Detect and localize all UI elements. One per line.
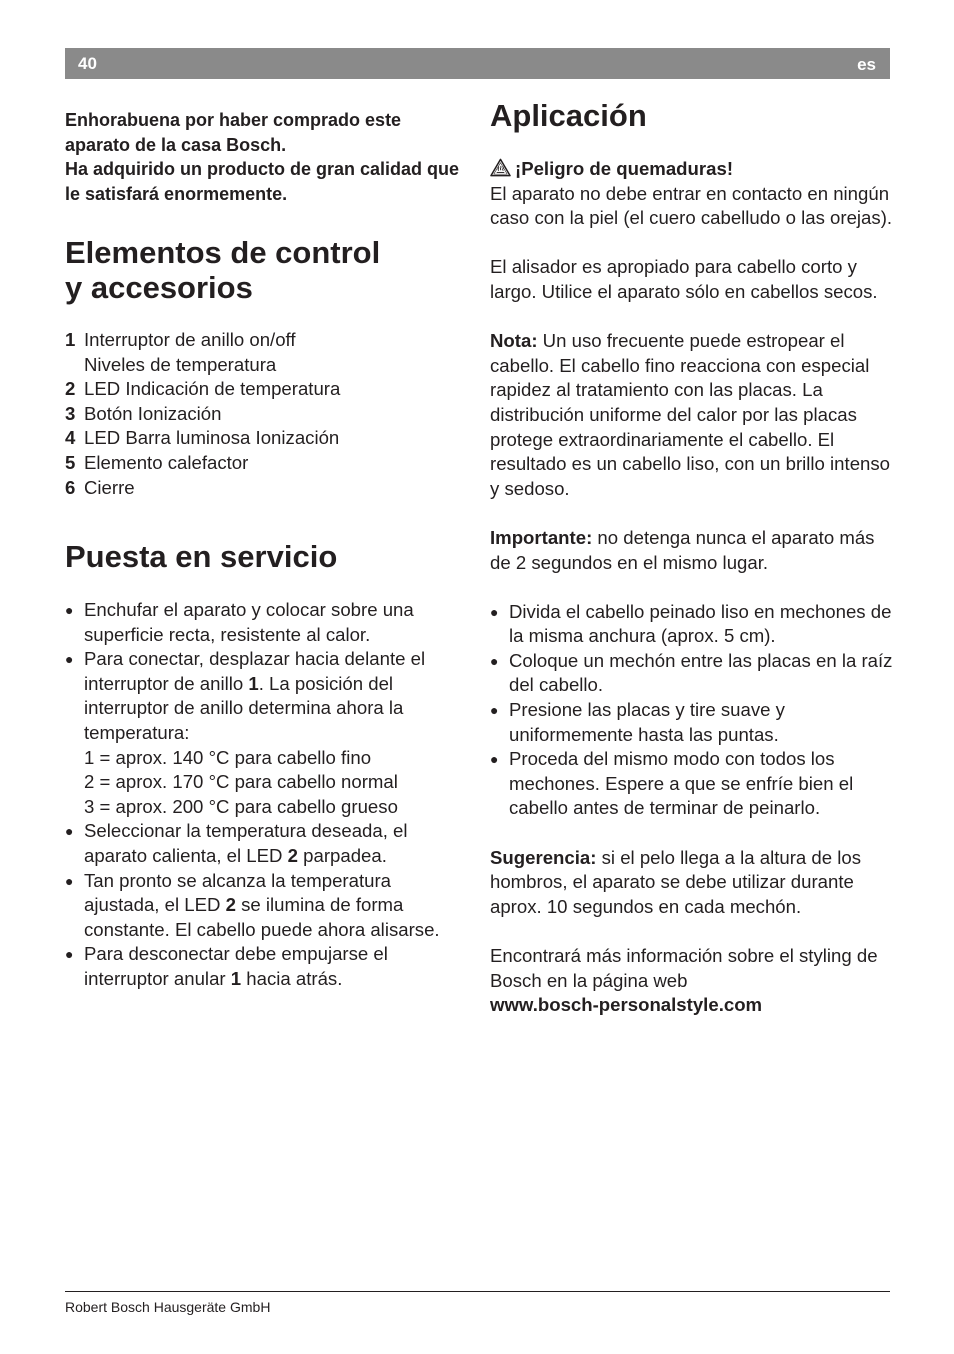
note-label: Nota: xyxy=(490,330,538,352)
list-item xyxy=(65,942,455,991)
tip-paragraph xyxy=(490,846,895,920)
item-number: 1 xyxy=(65,329,76,350)
temp-level-2: 2 = aprox. 170 °C para cabello normal xyxy=(84,771,398,793)
controls-heading: Elementos de control y accesorios xyxy=(65,235,381,305)
ref-number: 2 xyxy=(287,844,298,866)
temp-level-3: 3 = aprox. 200 °C para cabello grueso xyxy=(84,795,398,817)
warning-title: ¡Peligro de quemaduras! xyxy=(515,158,734,179)
step-text: Enchufar el aparato y colocar sobre una superficie recta, resistente al calor. xyxy=(84,599,414,645)
list-item xyxy=(65,451,340,476)
intro-line-2: Ha adquirido un producto de gran calidad que le satisfará enormemente. xyxy=(65,159,460,204)
item-text: Botón Ionización xyxy=(84,402,222,424)
list-item xyxy=(65,598,455,647)
list-item xyxy=(65,377,340,402)
more-info-paragraph xyxy=(490,944,895,1018)
item-number: 4 xyxy=(65,427,76,449)
step-text: Para desconectar debe empujarse el interruptor anular xyxy=(84,943,388,989)
step-text: hacia atrás. xyxy=(241,967,343,989)
note-text: Un uso frecuente puede estropear el cabello. El cabello fino reacciona con especial rapidez al tratamiento con las placas. La distribución uniforme del calor por las placas protege extraordinariamente el cabello. El resultado es un cabello liso, con un brillo intenso y sedoso. xyxy=(490,330,891,499)
list-item xyxy=(65,426,340,451)
tip-label: Sugerencia: xyxy=(490,846,597,868)
controls-list xyxy=(65,328,340,500)
page-header-bar xyxy=(65,48,890,79)
list-item xyxy=(65,476,340,501)
list-item: ● Presione las placas y tire suave y uniformemente hasta las puntas. xyxy=(490,698,895,747)
application-body xyxy=(490,157,895,1042)
item-number: 6 xyxy=(65,476,76,498)
warning-triangle-icon xyxy=(490,158,511,177)
ref-number: 1 xyxy=(248,672,259,694)
application-heading: Aplicación xyxy=(490,98,647,133)
tip-text: si el pelo llega a la altura de los hombros, el aparato se debe utilizar durante aprox. 10 segundos en cada mechón. xyxy=(490,846,862,917)
list-item xyxy=(65,819,455,868)
page-number: 40 xyxy=(78,54,97,73)
item-number: 2 xyxy=(65,378,76,400)
footer-divider xyxy=(65,1291,890,1292)
step-text: Seleccionar la temperatura deseada, el aparato calienta, el LED xyxy=(84,820,408,866)
item-text: LED Barra luminosa Ionización xyxy=(84,427,340,449)
website-link[interactable]: www.bosch-personalstyle.com xyxy=(490,994,763,1016)
more-info-text: Encontrará más información sobre el styling de Bosch en la página web xyxy=(490,945,878,991)
step-text: Tan pronto se alcanza la temperatura ajustada, el LED xyxy=(84,869,391,916)
step-text: Para conectar, desplazar hacia delante el interruptor de anillo xyxy=(84,648,426,694)
ref-number: 2 xyxy=(225,894,236,916)
item-text: Cierre xyxy=(84,476,135,498)
list-item xyxy=(65,328,340,377)
ref-number: 1 xyxy=(230,967,242,989)
language-code: es xyxy=(857,55,876,74)
setup-heading: Puesta en servicio xyxy=(65,539,338,574)
step-text: . La posición del interruptor de anillo determina ahora la temperatura: xyxy=(84,672,404,743)
temp-level-1: 1 = aprox. 140 °C para cabello fino xyxy=(84,746,372,768)
step-text: se ilumina de forma constante. El cabello puede ahora alisarse. xyxy=(84,894,440,940)
important-label: Importante: xyxy=(490,526,593,548)
important-paragraph xyxy=(490,526,895,575)
item-number: 3 xyxy=(65,402,76,424)
note-paragraph xyxy=(490,329,895,501)
step-text: parpadea. xyxy=(297,844,387,866)
application-steps-list xyxy=(490,600,895,821)
intro-text xyxy=(65,108,465,206)
list-item xyxy=(65,647,455,819)
list-item: ● Coloque un mechón entre las placas en la raíz del cabello. xyxy=(490,649,895,698)
list-item: ● Proceda del mismo modo con todos los mechones. Espere a que se enfríe bien el cabello antes de terminar de peinarlo. xyxy=(490,747,895,821)
suitability-text: El alisador es apropiado para cabello corto y largo. Utilice el aparato sólo en cabellos secos. xyxy=(490,256,878,302)
intro-line-1: Enhorabuena por haber comprado este aparato de la casa Bosch. xyxy=(65,110,402,155)
item-text: LED Indicación de temperatura xyxy=(84,378,341,400)
important-text: no detenga nunca el aparato más de 2 segundos en el mismo lugar. xyxy=(490,526,875,573)
setup-steps-list xyxy=(65,598,455,992)
item-number: 5 xyxy=(65,451,76,473)
item-subtext: Niveles de temperatura xyxy=(84,353,277,375)
list-item xyxy=(65,869,455,943)
item-text: Elemento calefactor xyxy=(84,451,249,473)
list-item: ● Divida el cabello peinado liso en mechones de la misma anchura (aprox. 5 cm). xyxy=(490,600,895,649)
warning-text: El aparato no debe entrar en contacto en ningún caso con la piel (el cuero cabelludo o las orejas). xyxy=(490,182,893,229)
warning-block xyxy=(490,157,895,231)
footer-company: Robert Bosch Hausgeräte GmbH xyxy=(65,1299,271,1315)
item-text: Interruptor de anillo on/off xyxy=(84,329,296,350)
warning-title-line xyxy=(490,158,733,179)
list-item xyxy=(65,402,340,427)
